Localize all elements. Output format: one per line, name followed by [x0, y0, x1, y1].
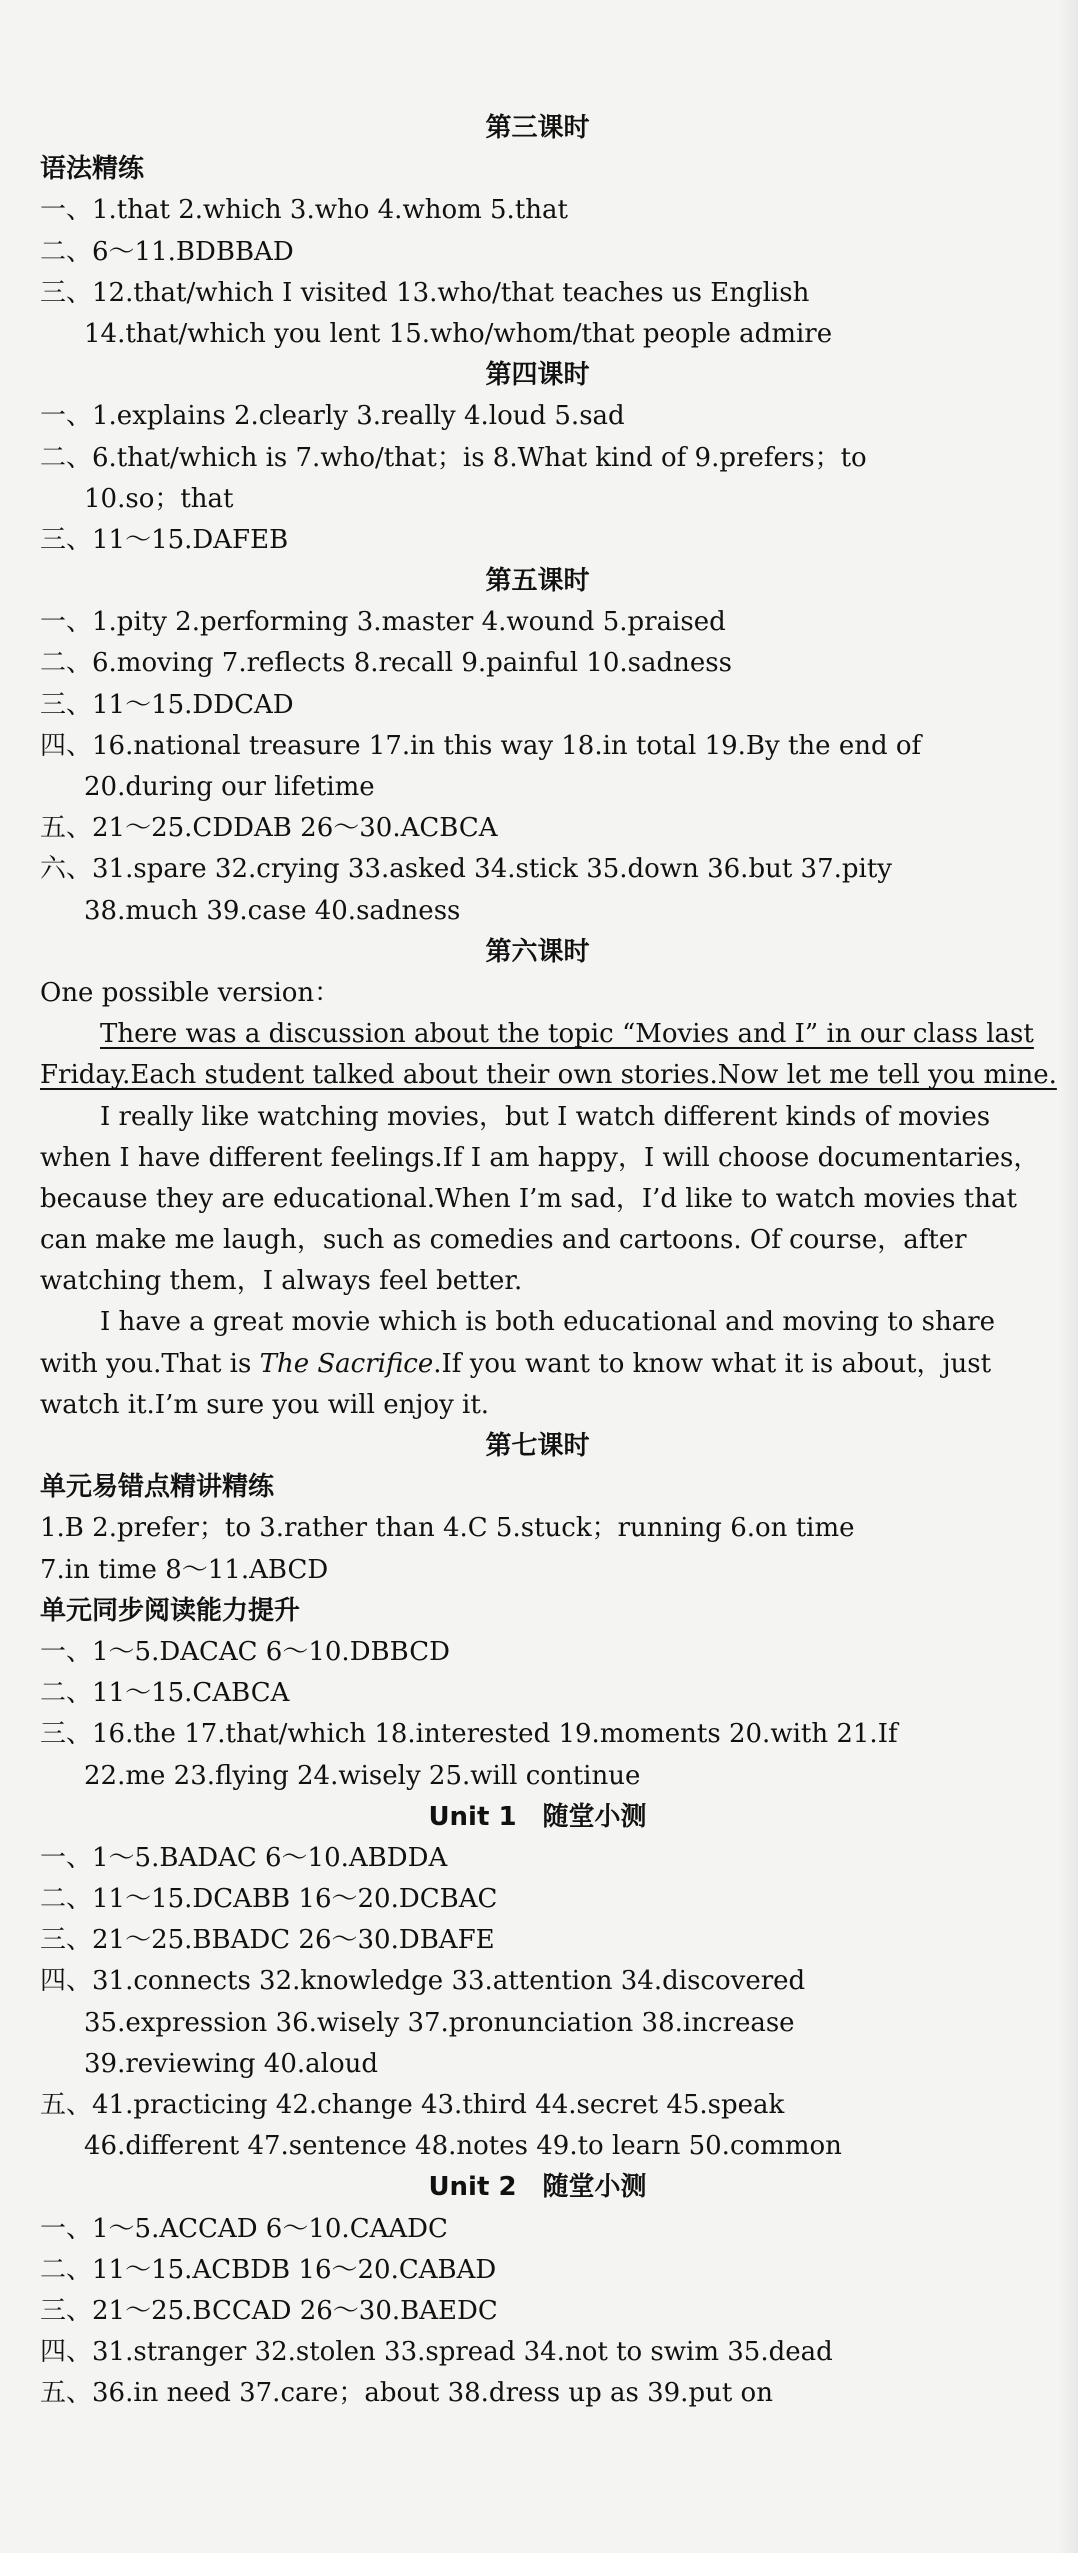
line-text: 10.so；that — [84, 483, 234, 514]
line-text: 46.different 47.sentence 48.notes 49.to learn 50.common — [84, 2131, 842, 2162]
line-text: 四、31.connects 32.knowledge 33.attention 34.discovered — [40, 1966, 806, 1997]
answer-line — [40, 2250, 1078, 2291]
line-text: Friday.Each student talked about their own stories.Now let me tell you mine. — [40, 1060, 1057, 1091]
essay-text: with you.That is — [40, 1348, 260, 1379]
line-text: 三、21～25.BBADC 26～30.DBAFE — [40, 1925, 495, 1956]
section-subheading: 单元同步阅读能力提升 — [40, 1595, 301, 1626]
essay-line — [40, 1014, 1078, 1055]
line-text: 1.B 2.prefer；to 3.rather than 4.C 5.stuck；running 6.on time — [40, 1513, 855, 1544]
answer-line — [40, 273, 1078, 314]
line-text: 35.expression 36.wisely 37.pronunciation 38.increase — [84, 2007, 795, 2038]
essay-line — [40, 1385, 1078, 1426]
line-text: 二、6.moving 7.reflects 8.recall 9.painful 10.sadness — [40, 648, 732, 679]
line-text: 四、31.stranger 32.stolen 33.spread 34.not to swim 35.dead — [40, 2337, 833, 2368]
line-text: 二、6.that/which is 7.who/that；is 8.What kind of 9.prefers；to — [40, 442, 867, 473]
page-edge — [1058, 0, 1078, 2553]
line-text: 20.during our lifetime — [84, 772, 375, 802]
essay-line — [40, 1344, 1078, 1385]
essay-line — [40, 1302, 1078, 1343]
line-text: One possible version： — [40, 977, 341, 1008]
section-subheading: 语法精练 — [40, 154, 145, 185]
answer-line — [40, 891, 1078, 932]
answer-line — [40, 2291, 1078, 2332]
line-text: 一、1～5.DACAC 6～10.DBBCD — [40, 1636, 450, 1667]
answer-line — [40, 396, 1078, 437]
answer-line — [40, 1920, 1078, 1961]
answer-line — [40, 643, 1078, 684]
movie-title: The Sacrifice — [259, 1348, 434, 1379]
line-text: 五、41.practicing 42.change 43.third 44.secret 45.speak — [40, 2090, 785, 2120]
essay-line — [40, 1055, 1078, 1096]
section-subheading: 单元易错点精讲精练 — [40, 1472, 275, 1503]
essay-text: .If you want to know what it is about，just — [433, 1348, 992, 1379]
answer-line — [40, 2209, 1078, 2250]
section-heading: 第七课时 — [485, 1431, 590, 1461]
answer-line — [40, 1673, 1078, 1714]
answer-line — [40, 479, 1078, 520]
line-text: 39.reviewing 40.aloud — [84, 2048, 378, 2079]
line-text: 一、1.explains 2.clearly 3.really 4.loud 5.sad — [40, 401, 625, 432]
line-text: 五、21～25.CDDAB 26～30.ACBCA — [40, 813, 498, 844]
section-heading: 第六课时 — [485, 936, 590, 967]
section-heading: Unit 1 随堂小测 — [428, 1801, 647, 1832]
line-text: I have a great movie which is both educational and moving to share — [100, 1307, 996, 1338]
line-text: 一、1.pity 2.performing 3.master 4.wound 5.praised — [40, 607, 726, 638]
line-text: 38.much 39.case 40.sadness — [84, 895, 461, 926]
line-text: 四、16.national treasure 17.in this way 18.in total 19.By the end of — [40, 730, 922, 761]
answer-line — [40, 849, 1078, 890]
line-text: when I have different feelings.If I am happy，I will choose documentaries， — [40, 1142, 1040, 1173]
line-text: There was a discussion about the topic “Movies and I” in our class last — [100, 1019, 1034, 1050]
section-heading: 第三课时 — [485, 113, 590, 143]
line-text: watch it.I’m sure you will enjoy it. — [40, 1389, 490, 1420]
line-text: 二、11～15.ACBDB 16～20.CABAD — [40, 2254, 497, 2285]
essay-line — [40, 973, 1078, 1014]
answer-line — [40, 1838, 1078, 1879]
line-text: 一、1.that 2.which 3.who 4.whom 5.that — [40, 195, 568, 226]
answer-line — [40, 2373, 1078, 2414]
answer-line — [40, 2044, 1078, 2085]
essay-line — [40, 1220, 1078, 1261]
answer-line — [40, 685, 1078, 726]
answer-line — [40, 1508, 1078, 1549]
line-text: I really like watching movies，but I watch different kinds of movies — [100, 1101, 991, 1132]
line-text: 三、16.the 17.that/which 18.interested 19.moments 20.with 21.If — [40, 1719, 898, 1750]
line-text: 7.in time 8～11.ABCD — [40, 1554, 329, 1585]
answer-line — [40, 190, 1078, 231]
answer-line — [40, 520, 1078, 561]
essay-line — [40, 1097, 1078, 1138]
answer-line — [40, 232, 1078, 273]
answer-line — [40, 726, 1078, 767]
answer-line — [40, 2332, 1078, 2373]
line-text: 二、11～15.CABCA — [40, 1678, 290, 1709]
answer-line — [40, 1756, 1078, 1797]
answer-line — [40, 438, 1078, 479]
section-heading: 第四课时 — [485, 360, 590, 391]
line-text: 14.that/which you lent 15.who/whom/that people admire — [84, 318, 833, 349]
line-text: 三、12.that/which I visited 13.who/that teaches us English — [40, 277, 810, 308]
line-text: 22.me 23.flying 24.wisely 25.will continue — [84, 1760, 641, 1791]
answer-line — [40, 602, 1078, 643]
line-text: 一、1～5.ACCAD 6～10.CAADC — [40, 2213, 448, 2244]
answer-line — [40, 2085, 1078, 2126]
answer-line — [40, 2003, 1078, 2044]
answer-line — [40, 1961, 1078, 2002]
line-text: can make me laugh，such as comedies and cartoons. Of course，after — [40, 1225, 967, 1256]
section-heading: 第五课时 — [485, 566, 590, 597]
line-text: watching them，I always feel better. — [40, 1266, 523, 1297]
line-text: 三、11～15.DAFEB — [40, 524, 289, 555]
answer-line — [40, 2126, 1078, 2167]
essay-line — [40, 1138, 1078, 1179]
line-text: 二、11～15.DCABB 16～20.DCBAC — [40, 1884, 498, 1915]
answer-line — [40, 1879, 1078, 1920]
line-text: 二、6～11.BDBBAD — [40, 236, 294, 267]
line-text: 三、21～25.BCCAD 26～30.BAEDC — [40, 2295, 498, 2326]
essay-line — [40, 1179, 1078, 1220]
answer-line — [40, 314, 1078, 355]
line-text: 五、36.in need 37.care；about 38.dress up as 39.put on — [40, 2378, 773, 2409]
answer-line — [40, 1632, 1078, 1673]
essay-line — [40, 1261, 1078, 1302]
line-text: because they are educational.When I’m sad，I’d like to watch movies that — [40, 1183, 1017, 1214]
answer-line — [40, 1550, 1078, 1591]
answer-line — [40, 808, 1078, 849]
line-text: 一、1～5.BADAC 6～10.ABDDA — [40, 1842, 448, 1873]
answer-line — [40, 767, 1078, 808]
line-text: 六、31.spare 32.crying 33.asked 34.stick 35.down 36.but 37.pity — [40, 854, 892, 885]
answer-line — [40, 1714, 1078, 1755]
line-text: 三、11～15.DDCAD — [40, 689, 294, 720]
section-heading: Unit 2 随堂小测 — [428, 2172, 647, 2203]
